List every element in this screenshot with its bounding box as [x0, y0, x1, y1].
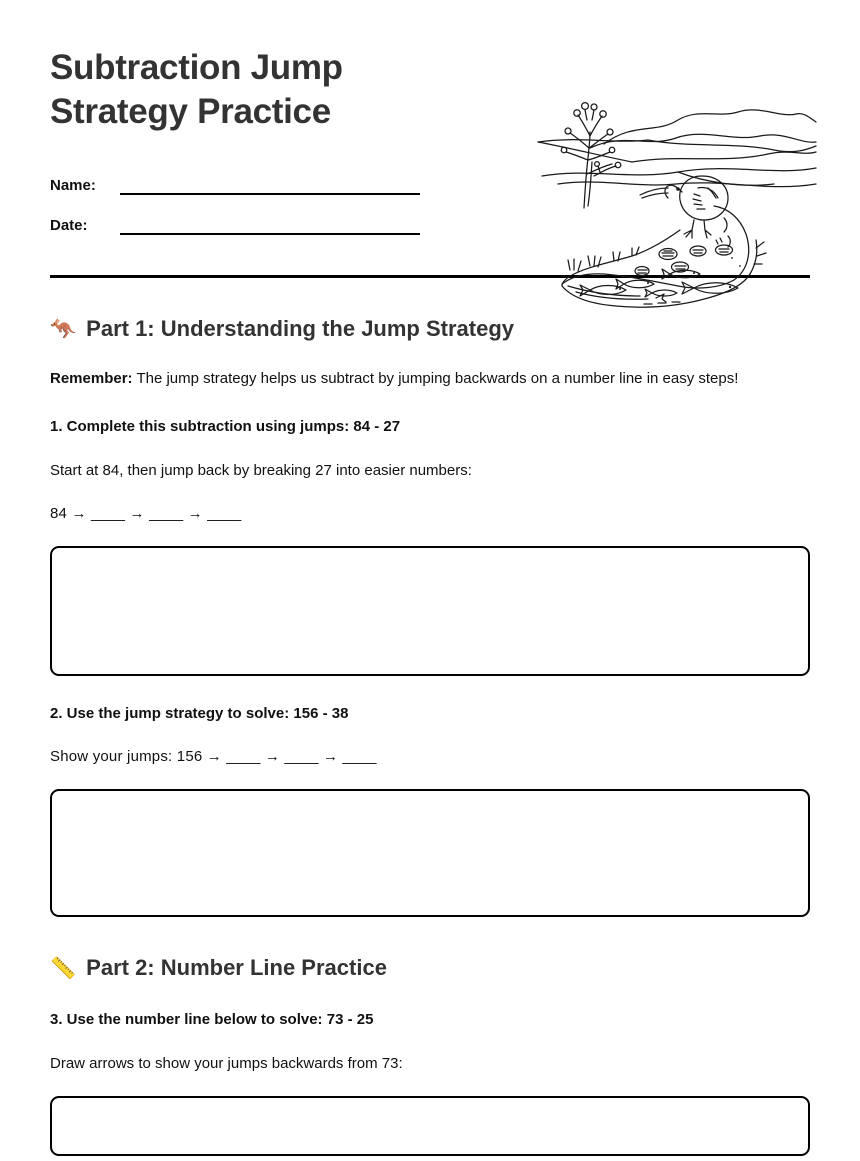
part-1-heading-text: Part 1: Understanding the Jump Strategy — [86, 316, 515, 341]
student-fields — [50, 158, 480, 238]
kiwi-stream-illustration — [528, 88, 818, 318]
ruler-icon: 📏 — [50, 957, 77, 981]
part-2-heading — [50, 955, 810, 981]
date-input-line[interactable] — [120, 233, 420, 235]
section-part-1 — [50, 316, 810, 917]
kangaroo-icon: 🦘 — [50, 317, 77, 341]
page-title-line-2: Strategy Practice — [50, 92, 331, 132]
date-field-row — [50, 198, 480, 238]
date-label: Date: — [50, 217, 88, 235]
part-1-heading — [50, 316, 810, 342]
remember-text: The jump strategy helps us subtract by jumping backwards on a number line in easy steps! — [136, 370, 739, 388]
question-1-jump-line: 84 → ____ → ____ → ____ — [50, 505, 242, 523]
question-1-instruction: Start at 84, then jump back by breaking 27 into easier numbers: — [50, 462, 472, 480]
worksheet-header — [50, 0, 810, 275]
part-2-heading-text: Part 2: Number Line Practice — [86, 955, 387, 981]
question-3-answer-box[interactable] — [50, 1096, 810, 1156]
question-3-prompt: 3. Use the number line below to solve: 73 - 25 — [50, 1010, 374, 1028]
remember-label: Remember: — [50, 370, 133, 388]
name-field-row — [50, 158, 480, 198]
page-title — [50, 46, 480, 134]
name-input-line[interactable] — [120, 193, 420, 195]
remember-note — [50, 368, 810, 389]
section-part-2 — [50, 955, 810, 1155]
page-title-line-1: Subtraction Jump — [50, 48, 343, 87]
question-1-answer-box[interactable] — [50, 546, 810, 676]
question-2-prompt: 2. Use the jump strategy to solve: 156 - 38 — [50, 705, 349, 723]
question-3-instruction: Draw arrows to show your jumps backwards from 73: — [50, 1054, 403, 1072]
name-label: Name: — [50, 177, 96, 195]
question-2-jump-line: Show your jumps: 156 → ____ → ____ → ____ — [50, 748, 377, 766]
question-1-prompt: 1. Complete this subtraction using jumps: 84 - 27 — [50, 418, 401, 436]
question-2-answer-box[interactable] — [50, 789, 810, 917]
